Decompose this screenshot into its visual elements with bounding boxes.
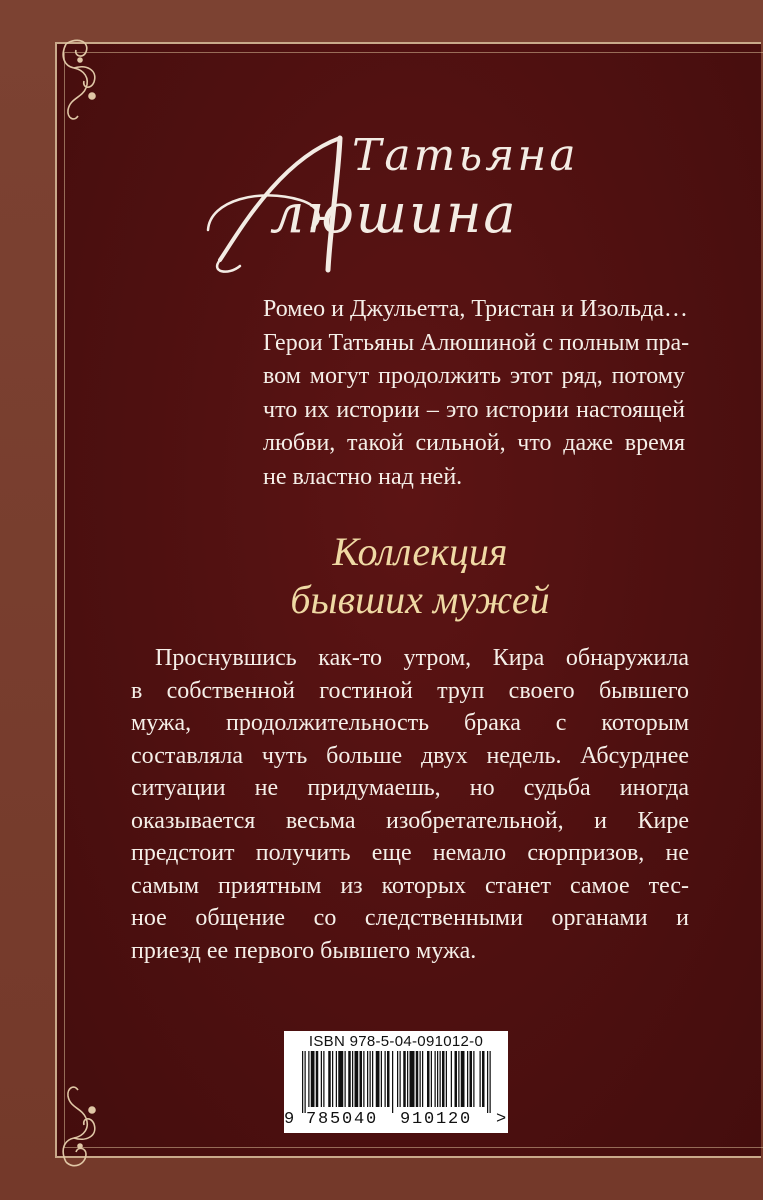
barcode-bar [446,1051,447,1107]
barcode-right-digits: 910120 [400,1110,473,1129]
author-name [200,120,620,280]
barcode-bar [352,1051,353,1107]
barcode-bar [437,1051,438,1107]
barcode-bar [400,1051,401,1107]
barcode-bar [440,1051,441,1107]
barcode-bar [410,1051,415,1107]
barcode-bar [482,1051,485,1107]
barcode-arrow: > [496,1110,507,1129]
description-line: мужа, продолжительность брака с которым [131,710,689,736]
flourish-ornament-top [56,36,116,126]
barcode-bar [458,1051,459,1107]
barcode-bar [403,1051,406,1107]
blurb-line: Герои Татьяны Алюшиной с полным пра- [263,329,690,356]
series-blurb [263,293,690,494]
book-title-line1: Коллекция [332,529,508,574]
description-line: ное общение со следственными органами и [131,905,689,931]
barcode-bar [467,1051,468,1107]
barcode-bar [336,1051,337,1107]
blurb-line: что их истории – это истории настоящей [263,396,685,423]
barcode-bar [328,1051,331,1107]
flourish-ornament-bottom [56,1080,116,1170]
barcode-bar [480,1051,481,1107]
barcode-bar [455,1051,458,1107]
barcode-bar [370,1051,371,1107]
barcode-bar [308,1051,309,1107]
barcode-bar [360,1051,363,1107]
barcode-bar [381,1051,382,1107]
description-line: оказывается весьма изобретательной, и Кире [131,807,689,834]
blurb-line: вом могут продолжить этот ряд, потому [263,363,685,389]
barcode-bar [372,1051,373,1107]
barcode-bar [416,1051,419,1107]
barcode-bar [311,1051,315,1107]
barcode-bar [451,1051,452,1107]
barcode-bar [367,1051,368,1107]
barcode-bar [355,1051,359,1107]
blurb-line: Ромео и Джульетта, Тристан и Изольда… [263,296,688,322]
author-first-name: Татьяна [352,130,579,181]
description-line: ситуации не придумаешь, но судьба иногда [131,775,689,801]
isbn-barcode [284,1031,508,1133]
barcode-bar [442,1051,445,1107]
barcode-bar [420,1051,421,1107]
barcode-bar [338,1051,343,1107]
author-last-name: люшина [270,182,518,245]
barcode-bars [294,1051,498,1113]
barcode-bar [348,1051,351,1107]
barcode-bar [323,1051,324,1107]
barcode-first-digit: 9 [284,1110,295,1129]
barcode-bar [461,1051,465,1107]
barcode-bar [345,1051,346,1107]
blurb-line: не властно над ней. [263,463,463,490]
book-description [131,642,689,967]
barcode-bar [392,1051,393,1113]
barcode-bar [302,1051,303,1113]
barcode-bar [431,1051,432,1107]
book-title-line2: бывших мужей [290,577,550,622]
barcode-bar [316,1051,319,1107]
barcode-bar [470,1051,473,1107]
barcode-bar [397,1051,398,1107]
blurb-line: любви, такой сильной, что даже время [263,430,685,456]
description-line: приезд ее первого бывшего мужа. [131,937,477,964]
barcode-bar [376,1051,380,1107]
isbn-label: ISBN 978-5-04-091012-0 [308,1033,484,1050]
barcode-bar [321,1051,322,1107]
barcode-bar [407,1051,408,1107]
barcode-bar [363,1051,364,1107]
barcode-bar [422,1051,423,1107]
description-line: самым приятным из которых станет самое тес- [131,872,689,899]
barcode-bar [305,1051,306,1113]
barcode-left-digits: 785040 [306,1110,379,1129]
description-line: составляла чуть больше двух недель. Абсурднее [131,742,689,769]
barcode-bar [427,1051,430,1107]
barcode-bar [435,1051,436,1107]
book-title [160,528,680,624]
barcode-bar [473,1051,474,1107]
barcode-bar [332,1051,333,1107]
description-line: Проснувшись как-то утром, Кира обнаружила [155,645,689,671]
barcode-bar [487,1051,488,1113]
barcode-bar [490,1051,491,1113]
description-line: предстоит получить еще немало сюрпризов, не [131,840,689,866]
barcode-bar [387,1051,390,1107]
barcode-bar [385,1051,386,1107]
description-line: в собственной гостиной труп своего бывшего [131,677,689,704]
